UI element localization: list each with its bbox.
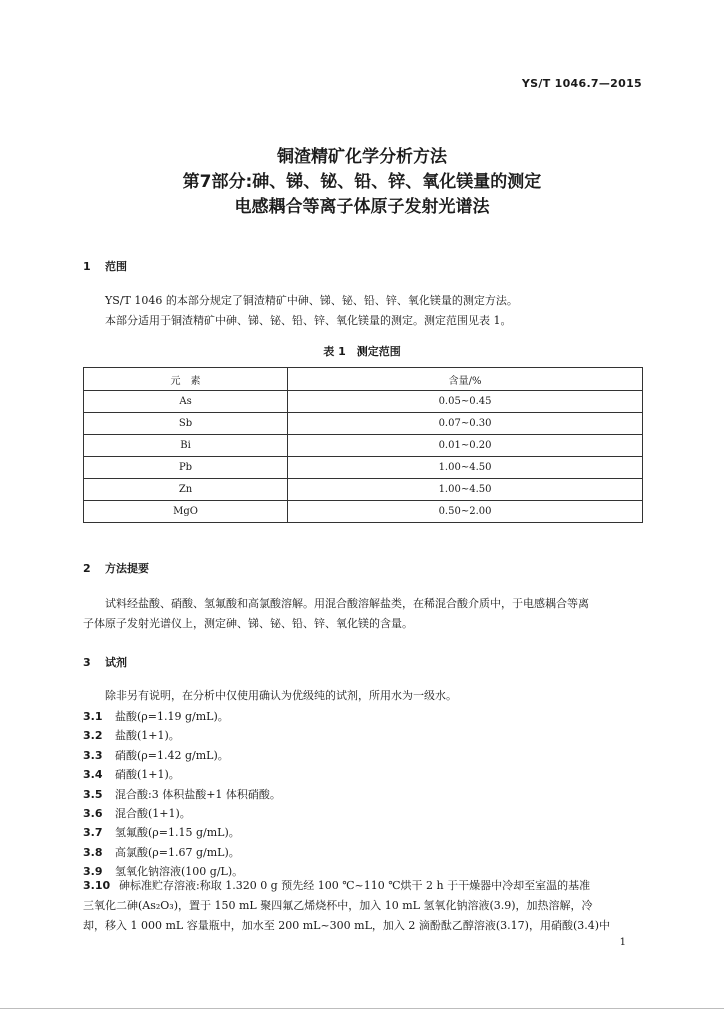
section-3-intro (83, 686, 643, 706)
section-3-heading (83, 654, 127, 670)
item-text: 混合酸(1+1)。 (115, 806, 191, 820)
page-number: 1 (619, 937, 626, 948)
table-caption: 表 1 测定范围 (323, 345, 401, 358)
table-row (84, 501, 643, 523)
item-number: 3.2 (83, 729, 103, 743)
range-cell: 0.07~0.30 (288, 413, 643, 435)
item-number: 3.5 (83, 787, 103, 801)
list-item (83, 805, 643, 824)
section-1-body (83, 291, 643, 331)
section-title: 范围 (105, 260, 127, 273)
item-text: 盐酸(1+1)。 (115, 729, 180, 743)
table-row (84, 435, 643, 457)
list-item (83, 727, 643, 746)
item-line (83, 876, 643, 896)
item-text: 氢氟酸(ρ=1.15 g/mL)。 (115, 826, 240, 840)
item-number: 3.6 (83, 806, 103, 820)
item-number: 3.8 (83, 845, 103, 859)
section-title: 方法提要 (105, 562, 149, 575)
item-number: 3.9 (83, 865, 103, 879)
list-item (83, 824, 643, 843)
method-title: 电感耦合等离子体原子发射光谱法 (234, 197, 490, 217)
element-cell: Zn (84, 479, 288, 501)
item-text: 混合酸:3 体积盐酸+1 体积硝酸。 (115, 787, 281, 801)
range-cell: 1.00~4.50 (288, 479, 643, 501)
header-cell-element: 元 素 (84, 368, 288, 391)
paragraph: 除非另有说明，在分析中仅使用确认为优级纯的试剂，所用水为一级水。 (105, 689, 457, 702)
item-text: 硝酸(ρ=1.42 g/mL)。 (115, 748, 229, 762)
range-cell: 1.00~4.50 (288, 457, 643, 479)
range-cell: 0.01~0.20 (288, 435, 643, 457)
paragraph: YS/T 1046 的本部分规定了铜渣精矿中砷、锑、铋、铅、锌、氧化镁量的测定方法。 (105, 294, 518, 307)
paragraph: 试料经盐酸、硝酸、氢氟酸和高氯酸溶解。用混合酸溶解盐类，在稀混合酸介质中，于电感耦合等离 (105, 597, 589, 610)
document-title: 铜渣精矿化学分析方法 (277, 147, 447, 167)
item-text: 砷标准贮存溶液:称取 1.320 0 g 预先经 100 ℃~110 ℃烘干 2 h 于干燥器中冷却至室温的基准 (119, 879, 591, 892)
standard-number: YS/T 1046.7—2015 (521, 77, 642, 90)
paragraph: 子体原子发射光谱仪上，测定砷、锑、铋、铅、锌、氧化镁的含量。 (83, 617, 413, 630)
table-row (84, 457, 643, 479)
item-text: 盐酸(ρ=1.19 g/mL)。 (115, 710, 229, 723)
table-row (84, 413, 643, 435)
element-cell: MgO (84, 501, 288, 523)
part-title: 第7部分:砷、锑、铋、铅、锌、氧化镁量的测定 (182, 172, 542, 192)
section-1-heading (83, 258, 127, 274)
item-number: 3.10 (83, 879, 111, 892)
list-item (83, 844, 643, 863)
section-2-body (83, 594, 643, 634)
list-item (83, 708, 643, 727)
element-cell: Bi (84, 435, 288, 457)
table-row (84, 391, 643, 413)
section-number: 3 (83, 656, 91, 669)
range-cell: 0.50~2.00 (288, 501, 643, 523)
section-2-heading (83, 560, 149, 576)
page-bottom-divider (0, 1008, 724, 1009)
element-cell: Pb (84, 457, 288, 479)
item-line: 三氧化二砷(As₂O₃)，置于 150 mL 聚四氟乙烯烧杯中，加入 10 mL 氢氧化钠溶液(3.9)，加热溶解，冷 (83, 899, 593, 912)
item-text: 高氯酸(ρ=1.67 g/mL)。 (115, 845, 240, 859)
element-cell: As (84, 391, 288, 413)
section-title: 试剂 (105, 656, 127, 669)
list-item (83, 766, 643, 785)
table-header-row (84, 368, 643, 391)
header-cell-content: 含量/% (288, 368, 643, 391)
element-cell: Sb (84, 413, 288, 435)
paragraph: 本部分适用于铜渣精矿中砷、锑、铋、铅、锌、氧化镁量的测定。测定范围见表 1。 (105, 314, 512, 327)
section-number: 2 (83, 562, 91, 575)
list-item (83, 747, 643, 766)
item-number: 3.3 (83, 748, 103, 762)
reagent-list (83, 708, 643, 883)
range-cell: 0.05~0.45 (288, 391, 643, 413)
reagent-item-3-10 (83, 876, 643, 936)
range-table (83, 367, 643, 523)
list-item (83, 786, 643, 805)
item-number: 3.7 (83, 826, 103, 840)
table-row (84, 479, 643, 501)
item-number: 3.4 (83, 768, 103, 782)
section-number: 1 (83, 260, 91, 273)
item-text: 硝酸(1+1)。 (115, 768, 180, 782)
item-line: 却，移入 1 000 mL 容量瓶中，加水至 200 mL~300 mL，加入 2 滴酚酞乙醇溶液(3.17)，用硝酸(3.4)中 (83, 919, 611, 932)
item-text: 氢氧化钠溶液(100 g/L)。 (115, 865, 244, 879)
item-number: 3.1 (83, 710, 103, 723)
